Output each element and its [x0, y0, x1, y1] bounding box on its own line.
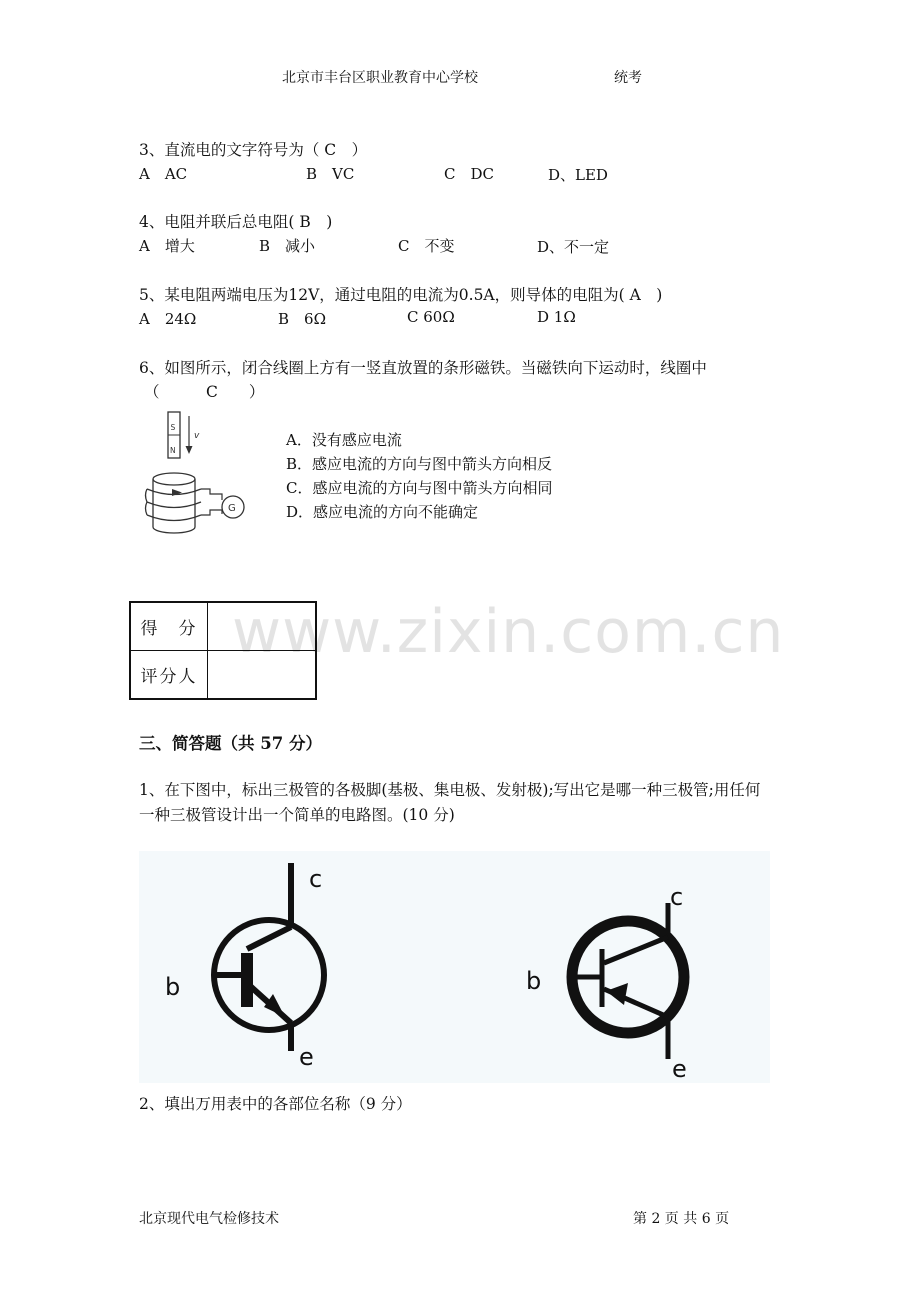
q6-option-b: B．感应电流的方向与图中箭头方向相反 — [286, 455, 553, 473]
grader-cell[interactable] — [208, 651, 317, 700]
q5-option-d: D 1Ω — [537, 308, 576, 326]
npn-base-bar — [241, 953, 253, 1007]
q3-option-d: D、LED — [548, 166, 608, 184]
q4-option-d: D、不一定 — [537, 238, 610, 256]
velocity-arrow — [186, 416, 201, 454]
q3-option-b: B VC — [306, 165, 355, 183]
magnet-n-label: N — [170, 446, 176, 455]
velocity-label: v — [194, 431, 200, 441]
q6-option-a: A．没有感应电流 — [286, 431, 402, 449]
coil — [146, 473, 202, 533]
magnet-s-label: S — [170, 423, 176, 432]
pnp-e-label: e — [672, 1055, 687, 1083]
q3-option-a: A AC — [139, 165, 188, 183]
footer-page-number: 第 2 页 共 6 页 — [633, 1211, 730, 1227]
galvanometer-label: G — [228, 503, 236, 514]
q4-stem: 4、电阻并联后总电阻( B ) — [139, 213, 333, 231]
q4-option-c: C 不变 — [398, 237, 455, 255]
pnp-b-label: b — [526, 967, 542, 995]
grader-label: 评分人 — [130, 651, 208, 700]
s3-q1-line2: 一种三极管设计出一个简单的电路图。(10 分) — [139, 806, 455, 824]
q6-option-d: D．感应电流的方向不能确定 — [286, 503, 479, 521]
magnet-coil-figure — [138, 406, 256, 538]
npn-b-label: b — [165, 973, 181, 1001]
q6-stem-line2: （ C ） — [144, 383, 265, 401]
npn-transistor-symbol — [139, 851, 419, 1083]
npn-e-label: e — [299, 1043, 314, 1071]
q6-option-c: C．感应电流的方向与图中箭头方向相同 — [286, 479, 553, 497]
pnp-c-label: c — [670, 883, 684, 911]
pnp-transistor-symbol — [510, 851, 770, 1083]
bar-magnet — [168, 412, 180, 458]
header-exam: 统考 — [614, 70, 642, 86]
s3-q1-line1: 1、在下图中，标出三极管的各极脚(基极、集电极、发射极);写出它是哪一种三极管;用任何 — [139, 781, 761, 799]
score-label: 得 分 — [130, 602, 208, 651]
q5-option-a: A 24Ω — [139, 310, 197, 328]
q5-option-c: C 60Ω — [407, 308, 455, 326]
galvanometer — [222, 496, 244, 518]
q4-option-b: B 减小 — [259, 237, 316, 255]
q3-stem: 3、直流电的文字符号为（ C ） — [139, 141, 368, 159]
q5-option-b: B 6Ω — [278, 310, 327, 328]
q5-stem: 5、某电阻两端电压为12V，通过电阻的电流为0.5A，则导体的电阻为( A ) — [139, 286, 663, 304]
section3-title: 三、简答题（共 57 分） — [139, 734, 322, 753]
watermark: www.zixin.com.cn — [232, 597, 785, 667]
header-school: 北京市丰台区职业教育中心学校 — [282, 70, 478, 86]
npn-c-label: c — [309, 865, 323, 893]
q6-stem-line1: 6、如图所示，闭合线圈上方有一竖直放置的条形磁铁。当磁铁向下运动时，线圈中 — [139, 359, 707, 377]
coil-wires — [201, 489, 222, 515]
score-table — [129, 601, 317, 700]
score-cell[interactable] — [208, 602, 317, 651]
q3-option-c: C DC — [444, 165, 494, 183]
q4-option-a: A 增大 — [139, 237, 195, 255]
footer-left: 北京现代电气检修技术 — [139, 1211, 279, 1227]
s3-q2: 2、填出万用表中的各部位名称（9 分） — [139, 1095, 412, 1113]
